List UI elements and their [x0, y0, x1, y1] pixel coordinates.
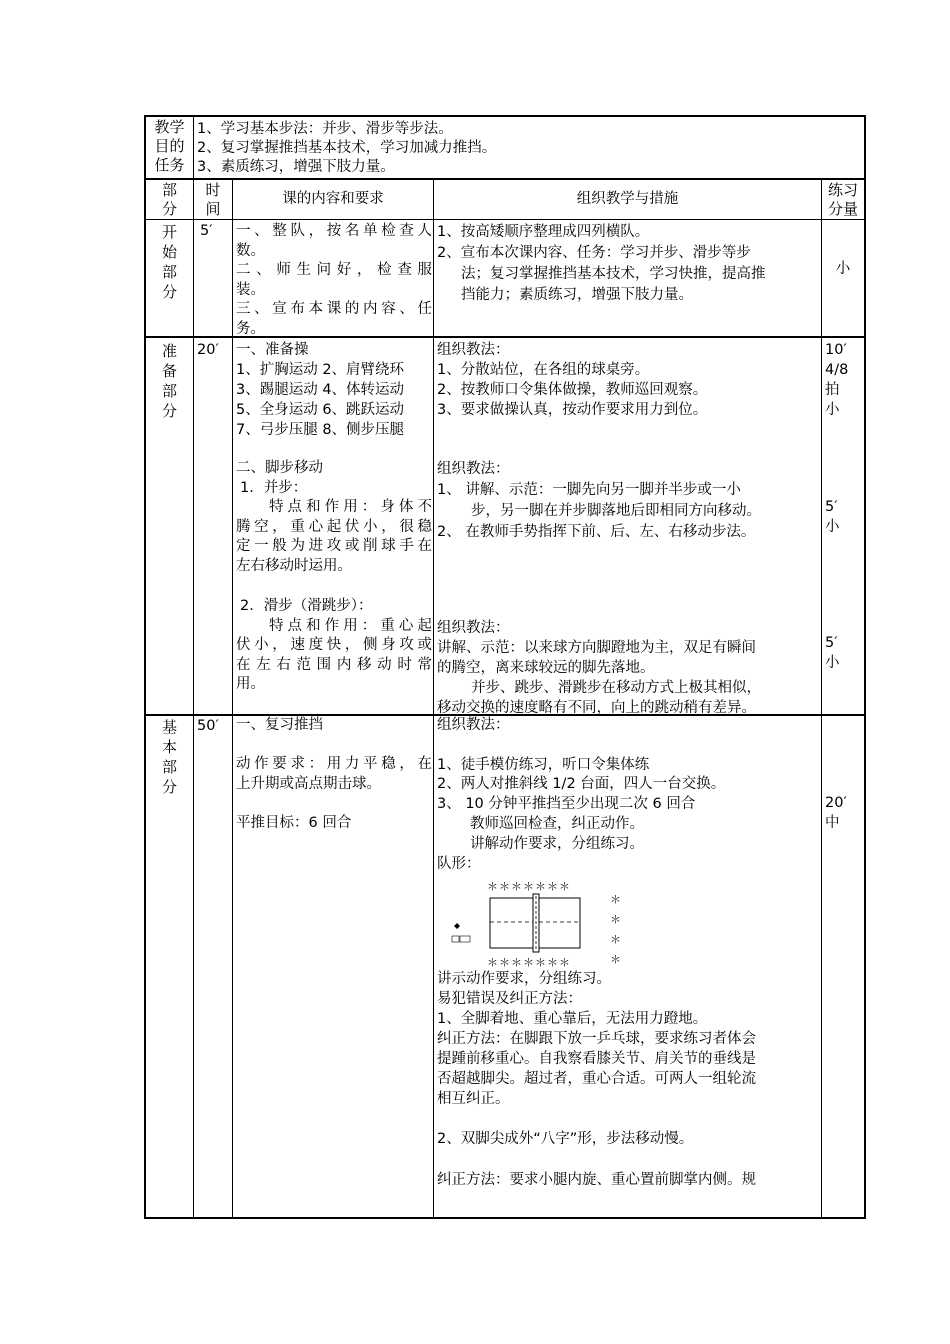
- start-part: 开 始 部 分: [161, 223, 177, 301]
- start-time: 5′: [200, 223, 213, 239]
- prep-org-slide: 组织教法： 讲解、示范：以来球方向脚蹬地为主，双足有瞬间 的腾空，离来球较远的脚先落地。 并步、跳步、滑跳步在移动方式上极其相似， 移动交换的速度略有不同，向上的跳动稍有差异。: [437, 620, 761, 716]
- basic-content-requirement: 动作要求：用力平稳，在 上升期或高点期击球。: [236, 756, 432, 792]
- prep-load-warmup: 10′ 4/8 拍 小: [825, 342, 849, 418]
- prep-content-slide: 2．滑步（滑跳步）： 特点和作用：重心起 伏小，速度快，侧身攻或 在左右范围内移动时常 用。: [236, 598, 432, 692]
- basic-org-correction-2: 纠正方法：要求小腿内旋、重心置前脚掌内侧。规: [437, 1172, 756, 1188]
- formation-bottom-row: ＊＊＊＊＊＊＊: [487, 956, 571, 969]
- formation-top-row: ＊＊＊＊＊＊＊: [487, 880, 571, 893]
- purpose-item: 1、学习基本步法：并步、滑步等步法。: [197, 121, 453, 137]
- header-time: 时 间: [205, 181, 221, 218]
- header-load: 练习 分量: [827, 181, 858, 218]
- formation-right-column: ＊ ＊ ＊ ＊: [610, 893, 621, 966]
- header-part: 部 分: [161, 181, 177, 218]
- prep-org-warmup: 组织教法： 1、分散站位，在各组的球桌旁。 2、按教师口令集体做操，教师巡回观察。 3、要求做操认真，按动作要求用力到位。: [437, 342, 708, 418]
- prep-load-slide: 5′ 小: [825, 635, 840, 671]
- prep-content-warmup: 一、准备操 1、扩胸运动 2、肩臂绕环 3、踢腿运动 4、体转运动 5、全身运动 6、跳跃运动 7、弓步压腿 8、侧步压腿: [236, 342, 405, 438]
- purpose-items: [197, 120, 496, 177]
- prep-time: 20′: [197, 342, 219, 358]
- basic-content-target: 平推目标：6 回合: [236, 815, 352, 831]
- teacher-legend-icon: [452, 936, 459, 942]
- prep-load-step: 5′ 小: [825, 499, 840, 535]
- basic-org-error-2: 2、双脚尖成外“八字”形，步法移动慢。: [437, 1131, 694, 1147]
- table-tennis-table-diagram: [440, 878, 640, 968]
- formation-diagram: [440, 878, 640, 968]
- basic-load: 20′ 中: [825, 795, 847, 831]
- start-content: 一、整队，按名单检查人 数。 二、师生问好，检查服 装。 三、宣布本课的内容、任 务。: [236, 223, 432, 337]
- start-load: 小: [835, 261, 851, 277]
- basic-time: 50′: [197, 718, 219, 734]
- prep-org-step: 组织教法： 1、 讲解、示范：一脚先向另一脚并半步或一小 步，另一脚在并步脚落地后即相同方向移动。 2、 在教师手势指挥下前、后、左、右移动步法。: [437, 461, 761, 540]
- basic-content-title: 一、复习推挡: [236, 717, 323, 733]
- start-organization: 1、按高矮顺序整理成四列横队。 2、宣布本次课内容、任务：学习并步、滑步等步 法；复习掌握推挡基本技术，学习快推，提高推 挡能力；素质练习，增强下肢力量。: [437, 224, 766, 303]
- header-content: 课的内容和要求: [282, 191, 384, 207]
- purpose-item: 2、复习掌握推挡基本技术，学习加减力推挡。: [197, 140, 497, 156]
- prep-content-step: 二、脚步移动 1．并步： 特点和作用：身体不 腾空，重心起伏小，很稳 定一般为进攻或削球手在 左右移动时运用。: [236, 460, 432, 574]
- teacher-marker-icon: [454, 923, 460, 929]
- purpose-label: 教学 目的 任务: [154, 118, 185, 174]
- purpose-item: 3、素质练习，增强下肢力量。: [197, 159, 395, 175]
- prep-part: 准 备 部 分: [161, 342, 177, 420]
- basic-org-errors: 讲示动作要求，分组练习。 易犯错误及纠正方法： 1、全脚着地、重心靠后，无法用力蹬地。 纠正方法：在脚跟下放一乒乓球，要求练习者体会 提踵前移重心。自我察看膝关节、肩关节的垂线是 否超越脚尖。超过者，重心合适。可两人一组轮流 相互纠正。: [437, 971, 756, 1107]
- basic-org-method: 组织教法： 1、徒手模仿练习，听口令集体练 2、两人对推斜线 1/2 台面，四人一台交换。 3、 10 分钟平推挡至少出现二次 6 回合 教师巡回检查，纠正动作。 讲解动作要求，分组练习。 队形：: [437, 717, 726, 872]
- basic-part: 基 本 部 分: [161, 718, 177, 796]
- header-organization: 组织教学与措施: [576, 191, 679, 207]
